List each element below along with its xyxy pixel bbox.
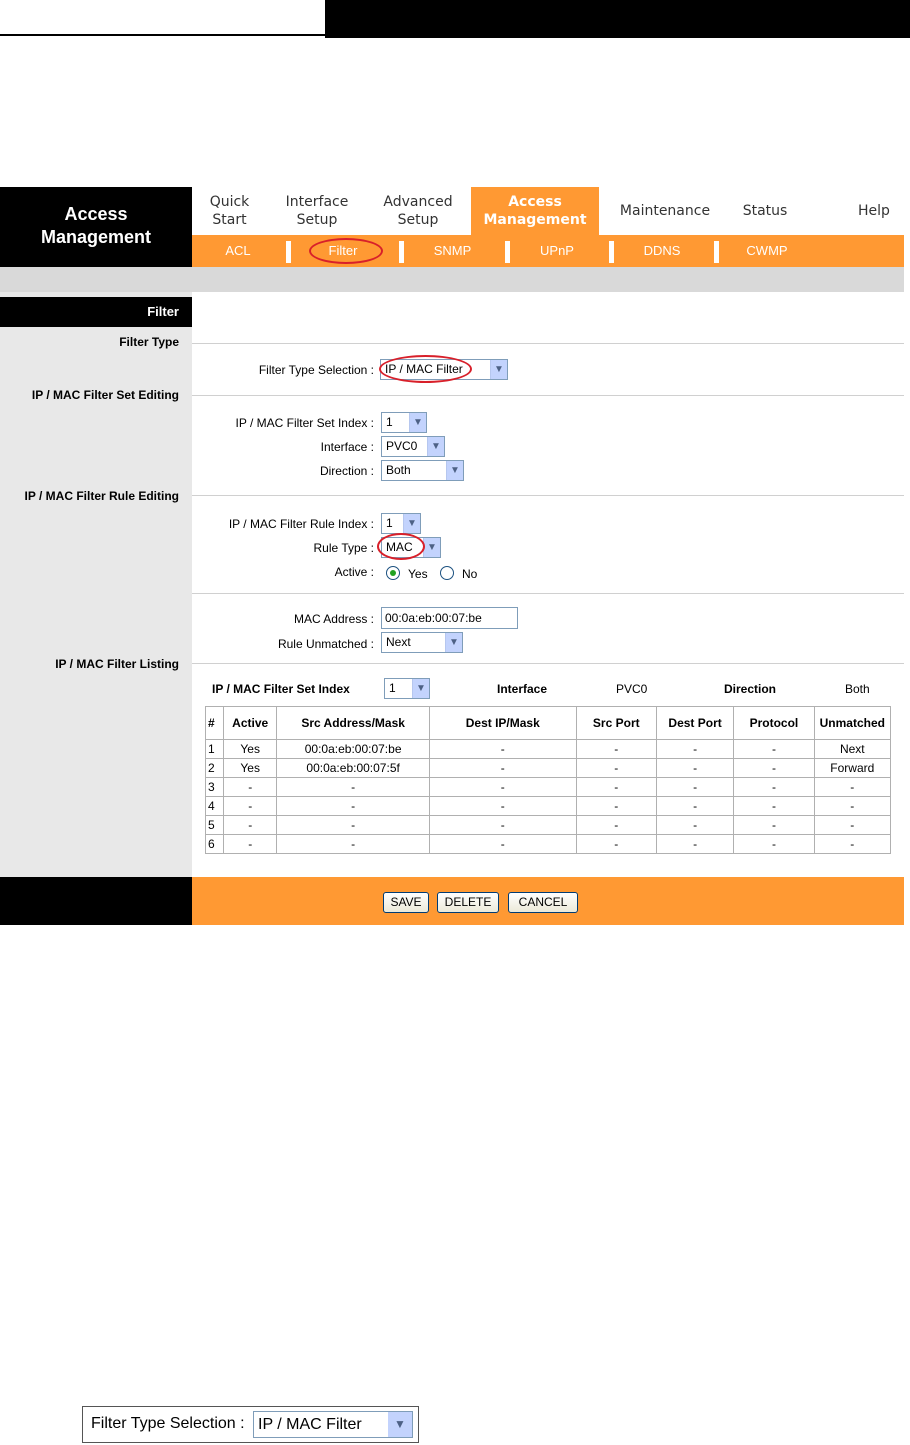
table-cell: - <box>734 740 814 759</box>
footer-left-bar <box>0 877 192 925</box>
header-black-bar <box>325 0 910 38</box>
table-cell: - <box>429 740 576 759</box>
listing-interface-value: PVC0 <box>616 682 648 696</box>
table-cell: - <box>429 778 576 797</box>
table-cell: - <box>277 797 430 816</box>
table-cell: 2 <box>206 759 224 778</box>
table-cell: - <box>814 835 890 854</box>
direction-label: Direction : <box>319 464 374 478</box>
column-header: Unmatched <box>814 707 890 740</box>
rule-index-select[interactable]: 1 ▼ <box>381 513 421 534</box>
save-button[interactable]: SAVE <box>383 892 429 913</box>
chevron-down-icon: ▼ <box>409 413 426 432</box>
subnav-filter[interactable]: Filter <box>328 243 358 258</box>
table-cell: - <box>224 778 277 797</box>
table-cell: - <box>576 797 656 816</box>
table-row <box>206 835 891 854</box>
table-row <box>206 740 891 759</box>
filter-type-crop <box>82 1406 419 1443</box>
column-header: # <box>206 707 224 740</box>
table-cell: - <box>656 740 733 759</box>
table-cell: 4 <box>206 797 224 816</box>
table-cell: - <box>814 797 890 816</box>
subnav-cwmp[interactable]: CWMP <box>746 243 788 258</box>
table-cell: - <box>576 835 656 854</box>
rule-unmatched-select[interactable]: Next ▼ <box>381 632 463 653</box>
document-header <box>0 0 910 40</box>
table-cell: 1 <box>206 740 224 759</box>
subnav-separator <box>505 241 510 263</box>
table-row <box>206 778 891 797</box>
table-row <box>206 759 891 778</box>
set-editing-heading: IP / MAC Filter Set Editing <box>31 388 179 402</box>
filter-type-heading: Filter Type <box>119 335 179 349</box>
table-cell: - <box>277 835 430 854</box>
rule-index-label: IP / MAC Filter Rule Index : <box>228 517 374 531</box>
table-cell: - <box>656 778 733 797</box>
highlight-ellipse <box>379 355 472 383</box>
set-index-label: IP / MAC Filter Set Index : <box>235 416 374 430</box>
table-cell: - <box>576 816 656 835</box>
table-cell: 00:0a:eb:00:07:5f <box>277 759 430 778</box>
table-cell: - <box>814 778 890 797</box>
column-header: Active <box>224 707 277 740</box>
table-cell: - <box>429 816 576 835</box>
table-cell: - <box>656 797 733 816</box>
nav-access-management[interactable]: Access Management <box>471 187 599 235</box>
rule-editing-heading: IP / MAC Filter Rule Editing <box>24 489 179 503</box>
filter-heading: Filter <box>0 297 192 327</box>
table-cell: - <box>429 797 576 816</box>
table-cell: - <box>734 759 814 778</box>
router-admin-page <box>0 187 904 925</box>
divider <box>192 593 904 594</box>
filter-type-select[interactable]: IP / MAC Filter ▼ <box>380 359 508 380</box>
table-cell: 6 <box>206 835 224 854</box>
chevron-down-icon: ▼ <box>412 679 429 698</box>
filter-type-label: Filter Type Selection : <box>258 363 374 377</box>
section-brand <box>0 187 192 267</box>
active-label: Active : <box>334 565 374 579</box>
listing-set-index-label: IP / MAC Filter Set Index <box>212 682 350 696</box>
table-cell: - <box>734 778 814 797</box>
active-no-label: No <box>462 567 478 581</box>
divider <box>192 495 904 496</box>
active-no-radio[interactable] <box>440 566 454 580</box>
table-cell: - <box>576 740 656 759</box>
column-header: Src Address/Mask <box>277 707 430 740</box>
subnav-separator <box>286 241 291 263</box>
table-cell: - <box>576 759 656 778</box>
listing-direction-value: Both <box>845 682 870 696</box>
header-rule <box>0 0 325 36</box>
active-yes-radio[interactable] <box>386 566 400 580</box>
table-header-row <box>206 707 891 740</box>
table-row <box>206 816 891 835</box>
listing-direction-label: Direction <box>724 682 777 696</box>
column-header: Dest IP/Mask <box>429 707 576 740</box>
chevron-down-icon: ▼ <box>445 633 462 652</box>
highlight-ellipse <box>309 238 383 264</box>
spacer-band <box>0 267 904 292</box>
rule-type-select[interactable]: MAC ▼ <box>381 537 441 558</box>
table-cell: - <box>224 816 277 835</box>
table-cell: 00:0a:eb:00:07:be <box>277 740 430 759</box>
rule-type-label: Rule Type : <box>313 541 374 555</box>
table-cell: - <box>429 759 576 778</box>
mac-address-label: MAC Address : <box>293 612 374 626</box>
divider <box>192 395 904 396</box>
nav-advanced-setup[interactable]: Advanced Setup <box>383 194 453 228</box>
chevron-down-icon: ▼ <box>490 360 507 379</box>
nav-quick-start[interactable]: Quick Start <box>209 194 250 228</box>
table-cell: - <box>277 816 430 835</box>
nav-maintenance[interactable]: Maintenance <box>619 203 711 219</box>
chevron-down-icon: ▼ <box>427 437 444 456</box>
subnav-snmp[interactable]: SNMP <box>433 243 472 258</box>
table-cell: - <box>734 797 814 816</box>
nav-interface-setup[interactable]: Interface Setup <box>285 194 349 228</box>
crop-filter-type-label: Filter Type Selection : <box>91 1415 245 1432</box>
brand-line2: Management <box>40 227 152 247</box>
table-cell: - <box>277 778 430 797</box>
highlight-ellipse <box>377 533 425 560</box>
chevron-down-icon: ▼ <box>446 461 463 480</box>
chevron-down-icon: ▼ <box>388 1412 412 1437</box>
column-header: Src Port <box>576 707 656 740</box>
direction-select[interactable]: Both ▼ <box>381 460 464 481</box>
table-cell: - <box>576 778 656 797</box>
table-cell: - <box>734 835 814 854</box>
subnav-separator <box>714 241 719 263</box>
left-column <box>0 292 192 877</box>
table-cell: Next <box>814 740 890 759</box>
listing-set-index-select[interactable]: 1 ▼ <box>384 678 430 699</box>
cancel-button[interactable]: CANCEL <box>508 892 578 913</box>
brand-line1: Access <box>64 204 128 224</box>
table-cell: - <box>224 835 277 854</box>
divider <box>192 343 904 344</box>
subnav-separator <box>399 241 404 263</box>
subnav-upnp[interactable]: UPnP <box>540 243 574 258</box>
table-cell: Yes <box>224 740 277 759</box>
divider <box>192 663 904 664</box>
table-cell: 5 <box>206 816 224 835</box>
footer-action-bar <box>192 877 904 925</box>
chevron-down-icon: ▼ <box>423 538 440 557</box>
table-cell: Forward <box>814 759 890 778</box>
table-cell: - <box>224 797 277 816</box>
interface-label: Interface : <box>320 440 374 454</box>
nav-help[interactable]: Help <box>858 203 890 219</box>
table-cell: - <box>656 835 733 854</box>
listing-interface-label: Interface <box>497 682 548 696</box>
filter-listing-table <box>205 706 891 854</box>
sub-navigation <box>192 235 904 267</box>
table-cell: 3 <box>206 778 224 797</box>
nav-status[interactable]: Status <box>742 203 788 219</box>
listing-heading: IP / MAC Filter Listing <box>55 657 179 671</box>
table-cell: - <box>734 816 814 835</box>
interface-select[interactable]: PVC0 ▼ <box>381 436 445 457</box>
table-cell: - <box>814 816 890 835</box>
delete-button[interactable]: DELETE <box>437 892 499 913</box>
column-header: Dest Port <box>656 707 733 740</box>
table-row <box>206 797 891 816</box>
active-yes-label: Yes <box>408 567 428 581</box>
table-cell: Yes <box>224 759 277 778</box>
table-cell: - <box>429 835 576 854</box>
subnav-separator <box>609 241 614 263</box>
rule-unmatched-label: Rule Unmatched : <box>277 637 374 651</box>
subnav-ddns[interactable]: DDNS <box>643 243 681 258</box>
crop-filter-type-select[interactable]: IP / MAC Filter ▼ <box>253 1411 413 1438</box>
subnav-acl[interactable]: ACL <box>225 243 251 258</box>
table-cell: - <box>656 816 733 835</box>
table-cell: - <box>656 759 733 778</box>
top-navigation <box>192 187 904 235</box>
column-header: Protocol <box>734 707 814 740</box>
set-index-select[interactable]: 1 ▼ <box>381 412 427 433</box>
chevron-down-icon: ▼ <box>403 514 420 533</box>
mac-address-input[interactable]: 00:0a:eb:00:07:be <box>381 607 518 629</box>
